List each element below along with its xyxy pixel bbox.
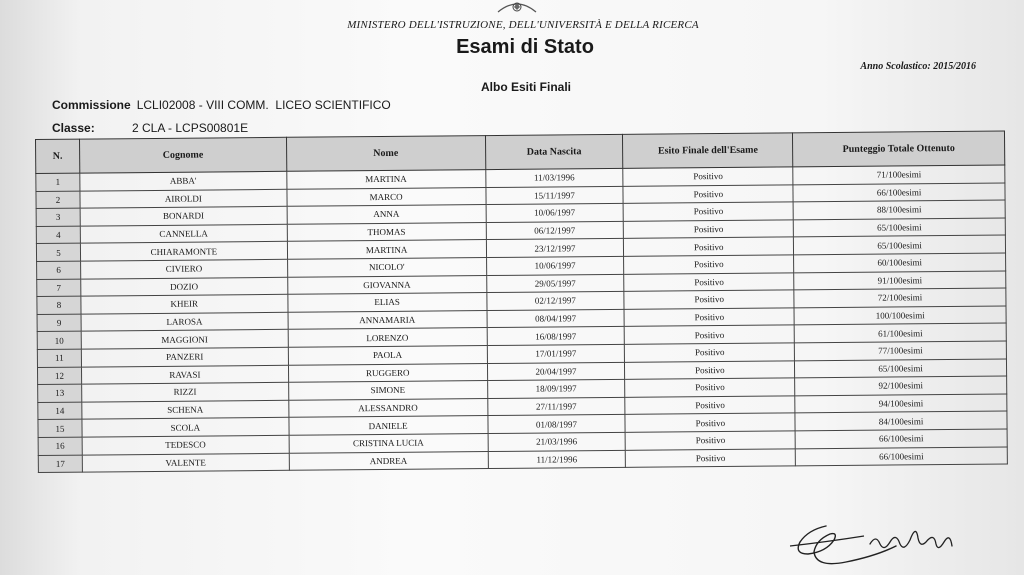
row-number: 2 bbox=[36, 191, 80, 209]
republic-emblem-icon bbox=[494, 0, 540, 14]
name-cell: CRISTINA LUCIA bbox=[289, 433, 488, 452]
outcome-cell: Positivo bbox=[625, 343, 795, 362]
row-number: 12 bbox=[37, 367, 81, 385]
surname-cell: BONARDI bbox=[80, 206, 287, 225]
surname-cell: CHIARAMONTE bbox=[80, 242, 287, 261]
score-cell: 94/100esimi bbox=[795, 394, 1007, 413]
surname-cell: CANNELLA bbox=[80, 224, 287, 243]
column-header: Nome bbox=[286, 136, 485, 172]
birthdate-cell: 15/11/1997 bbox=[485, 186, 623, 205]
row-number: 17 bbox=[38, 455, 82, 473]
column-header: Cognome bbox=[79, 137, 286, 173]
outcome-cell: Positivo bbox=[623, 202, 793, 221]
outcome-cell: Positivo bbox=[624, 272, 794, 291]
row-number: 15 bbox=[38, 419, 82, 437]
name-cell: ANNA bbox=[287, 205, 486, 224]
score-cell: 66/100esimi bbox=[795, 429, 1007, 448]
commission-info bbox=[52, 98, 391, 112]
outcome-cell: Positivo bbox=[625, 325, 795, 344]
row-number: 8 bbox=[37, 296, 81, 314]
row-number: 5 bbox=[36, 243, 80, 261]
birthdate-cell: 20/04/1997 bbox=[487, 362, 625, 381]
name-cell: ANNAMARIA bbox=[288, 310, 487, 329]
birthdate-cell: 27/11/1997 bbox=[487, 397, 625, 416]
score-cell: 72/100esimi bbox=[794, 288, 1006, 307]
class-label: Classe: bbox=[52, 121, 95, 135]
row-number: 4 bbox=[36, 226, 80, 244]
row-number: 10 bbox=[37, 331, 81, 349]
name-cell: GIOVANNA bbox=[287, 275, 486, 294]
commission-label: Commissione bbox=[52, 98, 131, 112]
birthdate-cell: 08/04/1997 bbox=[487, 309, 625, 328]
birthdate-cell: 17/01/1997 bbox=[487, 344, 625, 363]
birthdate-cell: 11/03/1996 bbox=[485, 168, 623, 187]
surname-cell: CIVIERO bbox=[81, 259, 288, 278]
column-header: Esito Finale dell'Esame bbox=[623, 133, 793, 168]
row-number: 1 bbox=[36, 173, 80, 191]
surname-cell: KHEIR bbox=[81, 294, 288, 313]
birthdate-cell: 11/12/1996 bbox=[488, 450, 626, 469]
commission-value: LCLI02008 - VIII COMM. LICEO SCIENTIFICO bbox=[136, 98, 391, 112]
name-cell: RUGGERO bbox=[288, 363, 487, 382]
birthdate-cell: 06/12/1997 bbox=[486, 221, 624, 240]
row-number: 11 bbox=[37, 349, 81, 367]
score-cell: 84/100esimi bbox=[795, 411, 1007, 430]
column-header: Data Nascita bbox=[485, 134, 623, 169]
score-cell: 66/100esimi bbox=[795, 447, 1007, 466]
outcome-cell: Positivo bbox=[625, 431, 795, 450]
score-cell: 71/100esimi bbox=[793, 165, 1005, 184]
birthdate-cell: 01/08/1997 bbox=[487, 415, 625, 434]
row-number: 16 bbox=[38, 437, 82, 455]
surname-cell: PANZERI bbox=[81, 347, 288, 366]
birthdate-cell: 02/12/1997 bbox=[486, 292, 624, 311]
name-cell: MARTINA bbox=[287, 170, 486, 189]
score-cell: 60/100esimi bbox=[794, 253, 1006, 272]
row-number: 9 bbox=[37, 314, 81, 332]
outcome-cell: Positivo bbox=[625, 396, 795, 415]
birthdate-cell: 18/09/1997 bbox=[487, 379, 625, 398]
surname-cell: RAVASI bbox=[81, 365, 288, 384]
outcome-cell: Positivo bbox=[624, 290, 794, 309]
column-header: Punteggio Totale Ottenuto bbox=[793, 131, 1005, 167]
outcome-cell: Positivo bbox=[623, 167, 793, 186]
outcome-cell: Positivo bbox=[625, 360, 795, 379]
name-cell: NICOLO' bbox=[287, 258, 486, 277]
score-cell: 66/100esimi bbox=[793, 183, 1005, 202]
name-cell: ANDREA bbox=[289, 451, 488, 470]
birthdate-cell: 29/05/1997 bbox=[486, 274, 624, 293]
name-cell: PAOLA bbox=[288, 346, 487, 365]
birthdate-cell: 16/08/1997 bbox=[487, 327, 625, 346]
outcome-cell: Positivo bbox=[625, 413, 795, 432]
name-cell: THOMAS bbox=[287, 222, 486, 241]
handwritten-signature bbox=[786, 512, 976, 572]
outcome-cell: Positivo bbox=[624, 255, 794, 274]
row-number: 3 bbox=[36, 208, 80, 226]
outcome-cell: Positivo bbox=[625, 378, 795, 397]
name-cell: DANIELE bbox=[289, 416, 488, 435]
row-number: 6 bbox=[37, 261, 81, 279]
class-value: 2 CLA - LCPS00801E bbox=[132, 121, 249, 135]
surname-cell: MAGGIONI bbox=[81, 330, 288, 349]
score-cell: 65/100esimi bbox=[794, 235, 1006, 254]
surname-cell: VALENTE bbox=[82, 453, 289, 472]
score-cell: 65/100esimi bbox=[795, 359, 1007, 378]
table-body bbox=[36, 165, 1008, 473]
score-cell: 92/100esimi bbox=[795, 376, 1007, 395]
surname-cell: SCHENA bbox=[82, 400, 289, 419]
score-cell: 61/100esimi bbox=[794, 323, 1006, 342]
birthdate-cell: 21/03/1996 bbox=[488, 432, 626, 451]
outcome-cell: Positivo bbox=[624, 220, 794, 239]
score-cell: 65/100esimi bbox=[793, 218, 1005, 237]
score-cell: 88/100esimi bbox=[793, 200, 1005, 219]
outcome-cell: Positivo bbox=[624, 308, 794, 327]
name-cell: MARTINA bbox=[287, 240, 486, 259]
ministry-heading: MINISTERO DELL'ISTRUZIONE, DELL'UNIVERSITÀ E DELLA RICERCA bbox=[347, 19, 699, 31]
score-cell: 91/100esimi bbox=[794, 271, 1006, 290]
birthdate-cell: 10/06/1997 bbox=[486, 204, 624, 223]
outcome-cell: Positivo bbox=[626, 448, 796, 467]
name-cell: ELIAS bbox=[288, 293, 487, 312]
name-cell: SIMONE bbox=[288, 381, 487, 400]
name-cell: LORENZO bbox=[288, 328, 487, 347]
score-cell: 77/100esimi bbox=[795, 341, 1007, 360]
birthdate-cell: 23/12/1997 bbox=[486, 239, 624, 258]
surname-cell: ABBA' bbox=[80, 171, 287, 190]
outcome-cell: Positivo bbox=[623, 184, 793, 203]
score-cell: 100/100esimi bbox=[794, 306, 1006, 325]
document-subtitle: Albo Esiti Finali bbox=[480, 80, 571, 94]
row-number: 7 bbox=[37, 279, 81, 297]
outcome-cell: Positivo bbox=[624, 237, 794, 256]
row-number: 13 bbox=[38, 384, 82, 402]
birthdate-cell: 10/06/1997 bbox=[486, 256, 624, 275]
surname-cell: RIZZI bbox=[82, 382, 289, 401]
surname-cell: SCOLA bbox=[82, 418, 289, 437]
results-table bbox=[35, 131, 1008, 474]
school-year: Anno Scolastico: 2015/2016 bbox=[860, 61, 976, 72]
surname-cell: DOZIO bbox=[81, 277, 288, 296]
name-cell: ALESSANDRO bbox=[289, 398, 488, 417]
class-info bbox=[52, 121, 248, 135]
surname-cell: TEDESCO bbox=[82, 435, 289, 454]
surname-cell: AIROLDI bbox=[80, 189, 287, 208]
name-cell: MARCO bbox=[287, 187, 486, 206]
page-title: Esami di Stato bbox=[456, 36, 594, 58]
surname-cell: LAROSA bbox=[81, 312, 288, 331]
row-number: 14 bbox=[38, 402, 82, 420]
column-header: N. bbox=[36, 139, 80, 173]
